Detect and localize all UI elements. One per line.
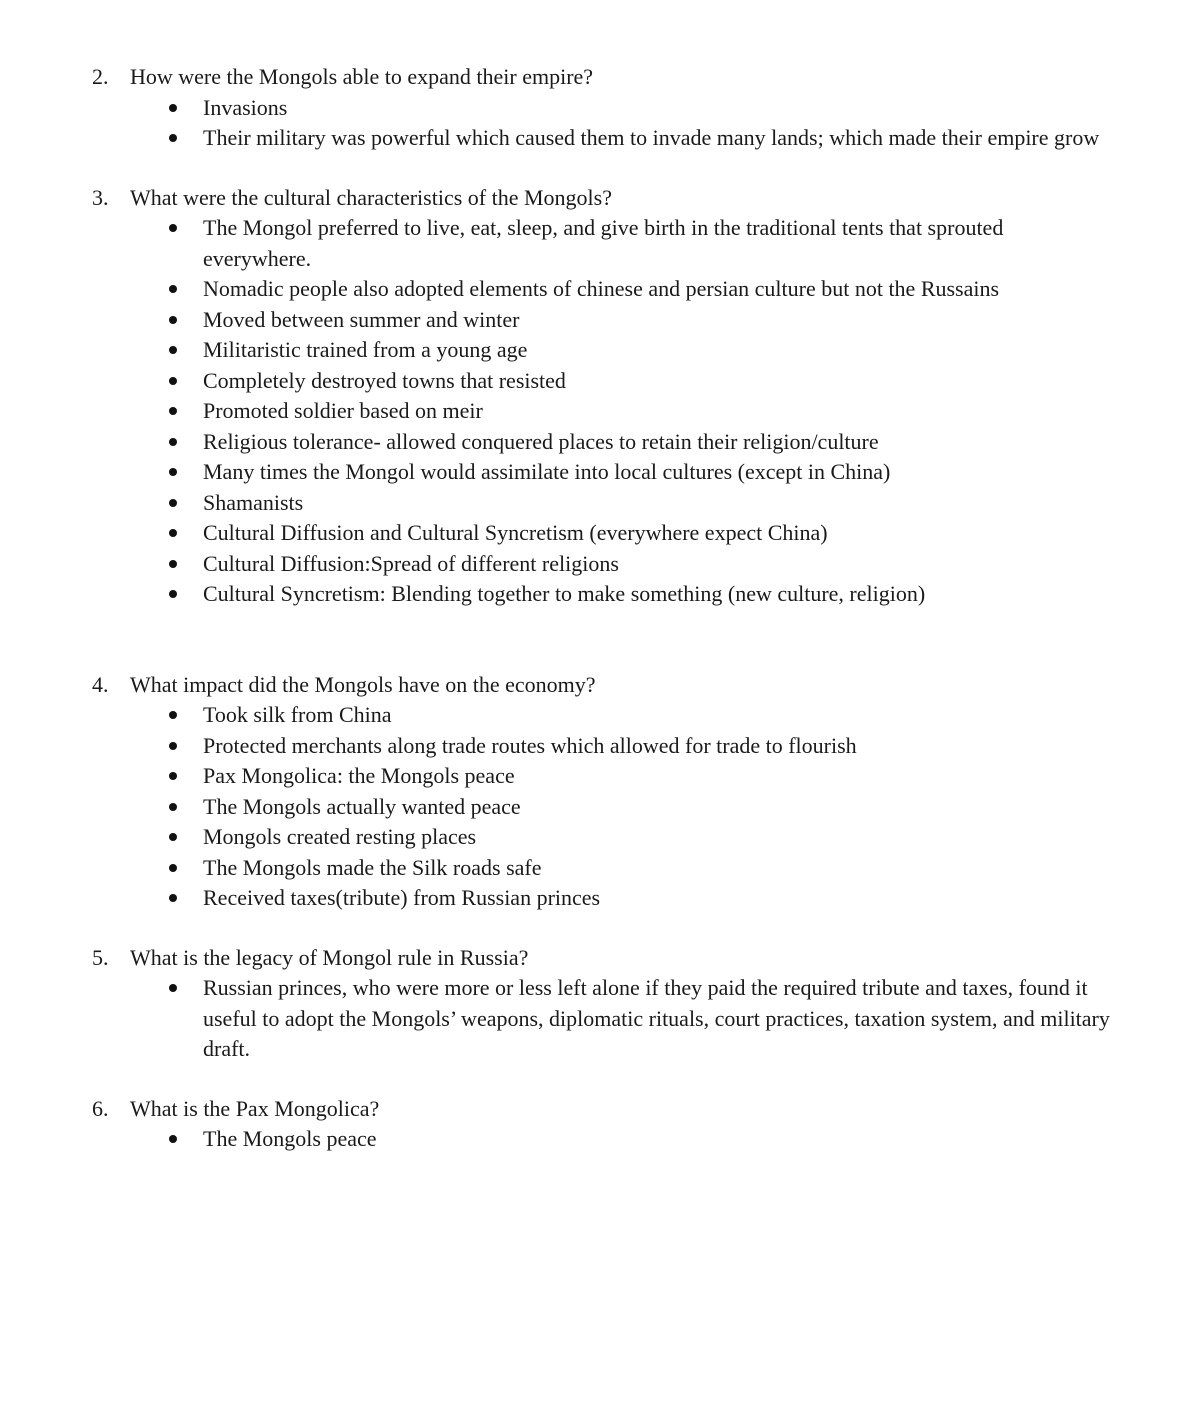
list-item — [0, 973, 1200, 1065]
bullet-icon — [169, 864, 177, 872]
list-item-text: Invasions — [203, 94, 288, 120]
list-item — [0, 93, 1200, 124]
bullet-icon — [169, 468, 177, 476]
bullet-icon — [169, 529, 177, 537]
list-item — [0, 335, 1200, 366]
list-item-text: Promoted soldier based on meir — [203, 398, 483, 423]
list-item-text: Cultural Syncretism: Blending together to make something (new culture, religion) — [203, 581, 926, 606]
question-5 — [0, 943, 1200, 1065]
bullet-icon — [169, 742, 177, 750]
list-item — [0, 731, 1200, 762]
question-text: How were the Mongols able to expand their empire? — [130, 64, 594, 89]
list-item — [0, 457, 1200, 488]
list-item — [0, 549, 1200, 580]
list-item — [0, 274, 1200, 305]
list-item-text: Shamanists — [203, 489, 304, 515]
question-number: 2. — [92, 64, 109, 89]
bullet-icon — [169, 560, 177, 568]
bullet-icon — [169, 772, 177, 780]
bullet-icon — [169, 499, 177, 507]
list-item-text: Their military was powerful which caused them to invade many lands; which made their empire grow — [203, 125, 1100, 150]
question-number: 4. — [92, 671, 109, 697]
question-heading — [0, 62, 1200, 93]
spacer — [0, 1065, 1200, 1094]
document-page — [0, 62, 1200, 1155]
list-item-text: Militaristic trained from a young age — [203, 337, 528, 362]
question-number: 5. — [92, 944, 109, 970]
spacer — [0, 914, 1200, 943]
bullet-icon — [169, 407, 177, 415]
bullet-icon — [169, 224, 177, 232]
answer-list — [0, 93, 1200, 154]
list-item — [0, 123, 1200, 154]
list-item — [0, 579, 1200, 610]
question-number: 6. — [92, 1095, 109, 1121]
list-item-text: Russian princes, who were more or less left alone if they paid the required tribute and taxes, found it useful to adopt the Mongols’ weapons, diplomatic rituals, court practices, taxation system, and military draft. — [203, 975, 1110, 1061]
bullet-icon — [169, 438, 177, 446]
bullet-icon — [169, 104, 177, 112]
list-item — [0, 700, 1200, 731]
list-item — [0, 822, 1200, 853]
list-item — [0, 883, 1200, 914]
list-item-text: Pax Mongolica: the Mongols peace — [203, 763, 515, 788]
question-text: What is the Pax Mongolica? — [130, 1095, 380, 1121]
list-item-text: Moved between summer and winter — [203, 306, 520, 332]
list-item-text: Mongols created resting places — [203, 824, 477, 849]
bullet-icon — [169, 285, 177, 293]
list-item-text: Protected merchants along trade routes which allowed for trade to flourish — [203, 732, 857, 758]
list-item — [0, 305, 1200, 336]
question-4 — [0, 670, 1200, 914]
question-number: 3. — [92, 184, 109, 210]
list-item — [0, 853, 1200, 884]
answer-list — [0, 1124, 1200, 1155]
answer-list — [0, 700, 1200, 914]
answer-list — [0, 973, 1200, 1065]
list-item-text: Cultural Diffusion and Cultural Syncretism (everywhere expect China) — [203, 520, 828, 545]
list-item-text: The Mongols actually wanted peace — [203, 793, 521, 819]
list-item — [0, 1124, 1200, 1155]
bullet-icon — [169, 1135, 177, 1143]
question-text: What impact did the Mongols have on the economy? — [130, 671, 596, 697]
question-heading — [0, 1094, 1200, 1125]
question-3 — [0, 183, 1200, 610]
list-item-text: The Mongols made the Silk roads safe — [203, 854, 542, 880]
list-item-text: The Mongol preferred to live, eat, sleep, and give birth in the traditional tents that sprouted everywhere. — [203, 215, 1004, 271]
question-heading — [0, 943, 1200, 974]
list-item — [0, 761, 1200, 792]
bullet-icon — [169, 984, 177, 992]
list-item — [0, 213, 1200, 274]
question-heading — [0, 183, 1200, 214]
list-item — [0, 427, 1200, 458]
question-text: What were the cultural characteristics of the Mongols? — [130, 184, 612, 210]
list-item-text: Cultural Diffusion:Spread of different religions — [203, 550, 619, 576]
list-item — [0, 488, 1200, 519]
bullet-icon — [169, 894, 177, 902]
list-item-text: Nomadic people also adopted elements of chinese and persian culture but not the Russains — [203, 276, 1000, 301]
bullet-icon — [169, 316, 177, 324]
bullet-icon — [169, 346, 177, 354]
list-item-text: Religious tolerance- allowed conquered places to retain their religion/culture — [203, 428, 879, 454]
list-item — [0, 366, 1200, 397]
question-text: What is the legacy of Mongol rule in Russia? — [130, 944, 529, 970]
bullet-icon — [169, 377, 177, 385]
list-item-text: Took silk from China — [203, 702, 392, 727]
list-item — [0, 792, 1200, 823]
answer-list — [0, 213, 1200, 610]
list-item — [0, 396, 1200, 427]
bullet-icon — [169, 590, 177, 598]
spacer — [0, 154, 1200, 183]
list-item-text: The Mongols peace — [203, 1126, 377, 1151]
list-item-text: Many times the Mongol would assimilate into local cultures (except in China) — [203, 459, 891, 484]
bullet-icon — [169, 134, 177, 142]
bullet-icon — [169, 803, 177, 811]
question-heading — [0, 670, 1200, 701]
bullet-icon — [169, 833, 177, 841]
bullet-icon — [169, 711, 177, 719]
question-6 — [0, 1094, 1200, 1155]
list-item — [0, 518, 1200, 549]
question-2 — [0, 62, 1200, 154]
spacer — [0, 610, 1200, 670]
list-item-text: Received taxes(tribute) from Russian princes — [203, 885, 601, 910]
list-item-text: Completely destroyed towns that resisted — [203, 367, 566, 393]
